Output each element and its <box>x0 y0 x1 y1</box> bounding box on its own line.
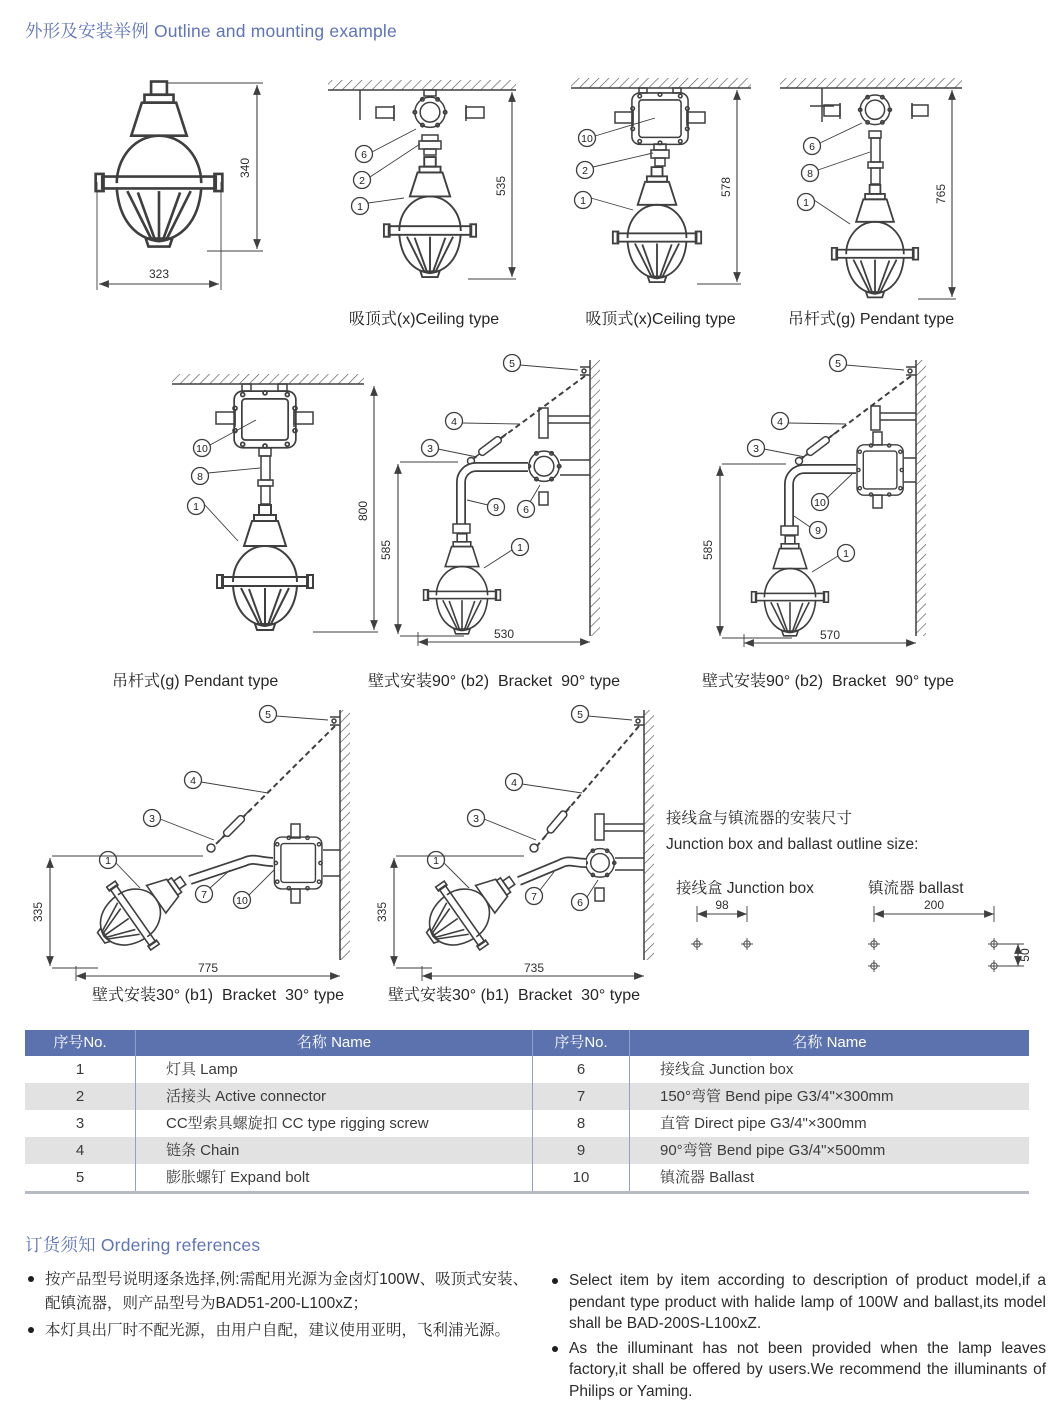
ballast-box <box>631 93 689 145</box>
svg-text:2: 2 <box>582 165 588 177</box>
figure-bracket-30-2 <box>374 698 676 983</box>
callout-marker <box>144 810 161 827</box>
rigging-screw <box>217 809 252 844</box>
ceiling-hatch <box>328 80 516 90</box>
junction-box <box>584 849 616 878</box>
direct-pipe <box>871 138 880 162</box>
part-number: 9 <box>532 1137 629 1164</box>
svg-text:6: 6 <box>577 897 583 909</box>
callout-marker <box>506 774 523 791</box>
caption-bracket-30-1: 壁式安装30° (b1) Bracket 30° type <box>92 987 345 1004</box>
callout-marker <box>234 892 251 909</box>
svg-text:7: 7 <box>201 889 207 901</box>
table-row <box>25 1137 1029 1164</box>
svg-text:3: 3 <box>473 813 479 825</box>
caption-bracket-30-2: 壁式安装30° (b1) Bracket 30° type <box>388 987 641 1004</box>
caption-ceiling-type-1: 吸顶式(x)Ceiling type <box>348 311 500 328</box>
expand-bolt <box>908 369 912 373</box>
callout-marker <box>518 501 535 518</box>
lamp-drawing <box>424 534 501 634</box>
svg-text:10: 10 <box>196 443 208 455</box>
callout-marker <box>185 772 202 789</box>
svg-text:2: 2 <box>359 175 365 187</box>
wall-hatch <box>644 710 654 960</box>
mounting-hole <box>868 938 1000 972</box>
dimension-label: 535 <box>494 175 508 197</box>
bullet-icon <box>28 1276 34 1282</box>
callout-marker <box>798 194 815 211</box>
callout-marker <box>188 498 205 515</box>
callout-marker <box>354 172 371 189</box>
list-item: 按产品型号说明逐条选择,例:需配用光源为金卤灯100W、吸顶式安装、配镇流器，则产品型号为BAD51-200-L100xZ； <box>28 1268 536 1316</box>
svg-text:6: 6 <box>361 149 367 161</box>
svg-text:1: 1 <box>517 542 523 554</box>
table-row <box>25 1110 1029 1137</box>
svg-text:1: 1 <box>843 548 849 560</box>
dimension-label: 585 <box>379 539 393 561</box>
callout-marker <box>260 706 277 723</box>
expand-bolt <box>332 719 336 723</box>
callout-marker <box>572 706 589 723</box>
outline-size-title-en: Junction box and ballast outline size: <box>666 836 919 853</box>
bullet-icon <box>552 1278 558 1284</box>
rigging-screw <box>541 804 573 841</box>
svg-text:1: 1 <box>580 195 586 207</box>
part-number: 4 <box>75 1142 85 1159</box>
wall-hatch <box>916 360 926 636</box>
ordering-list-en <box>552 1270 1046 1405</box>
dimension-label: 335 <box>31 901 45 923</box>
dimension-label: 735 <box>523 961 545 975</box>
ceiling-hatch <box>780 78 962 88</box>
svg-text:8: 8 <box>807 168 813 180</box>
caption-pendant-type-1: 吊杆式(g) Pendant type <box>787 311 955 328</box>
list-item: As the illuminant has not been provided when the lamp leaves factory,it shall be offered by users.We recommend the illuminants of Philips or Yaming. <box>552 1338 1046 1403</box>
lamp-drawing <box>613 167 701 282</box>
figure-bracket-30-1 <box>28 698 376 983</box>
expand-bolt <box>582 369 586 373</box>
bullet-icon <box>552 1346 558 1352</box>
active-connector <box>651 150 669 158</box>
caption-ceiling-type-2: 吸顶式(x)Ceiling type <box>585 311 736 328</box>
ballast-box <box>233 391 297 448</box>
ordering-list-zh <box>28 1268 536 1346</box>
callout-marker <box>812 494 829 511</box>
part-number: 10 <box>532 1164 629 1191</box>
dimension-label: 340 <box>238 157 252 179</box>
callout-marker <box>526 888 543 905</box>
junction-box-label: 接线盒 Junction box <box>676 880 814 897</box>
figure-pendant-type-2 <box>138 356 390 664</box>
callout-marker <box>810 522 827 539</box>
column-header: 序号No. <box>53 1034 107 1051</box>
direct-pipe <box>261 456 270 480</box>
active-connector <box>419 141 441 149</box>
dimension-label: 765 <box>934 183 948 205</box>
mounting-hole <box>691 938 753 950</box>
svg-text:6: 6 <box>809 141 815 153</box>
dimension-label: 530 <box>493 627 515 641</box>
junction-box-hole-diagram <box>672 898 792 960</box>
ballast-label: 镇流器 ballast <box>868 880 964 897</box>
callout-marker <box>196 886 213 903</box>
figure-ceiling-type-2 <box>563 74 758 306</box>
callout-marker <box>575 192 592 209</box>
figure-ceiling-type-1 <box>318 74 530 306</box>
caption-bracket-90-1: 壁式安装90° (b2) Bracket 90° type <box>368 673 621 690</box>
part-name: 链条 Chain <box>135 1137 532 1164</box>
svg-text:4: 4 <box>511 777 517 789</box>
svg-text:10: 10 <box>236 895 248 907</box>
callout-marker <box>579 130 596 147</box>
table-header-row <box>25 1030 1029 1056</box>
column-header: 名称 Name <box>135 1030 532 1056</box>
caption-pendant-type-2: 吊杆式(g) Pendant type <box>112 673 279 690</box>
part-name: 接线盒 Junction box <box>629 1056 1029 1083</box>
svg-text:8: 8 <box>197 471 203 483</box>
svg-text:3: 3 <box>753 443 759 455</box>
svg-text:1: 1 <box>803 197 809 209</box>
part-number: 8 <box>532 1110 629 1137</box>
dimension-label: 578 <box>719 176 733 198</box>
callout-marker <box>772 413 789 430</box>
part-name: 活接头 Active connector <box>135 1083 532 1110</box>
callout-marker <box>802 165 819 182</box>
dimension-label: 50 <box>1018 948 1032 962</box>
svg-text:6: 6 <box>523 504 529 516</box>
svg-text:4: 4 <box>451 416 457 428</box>
ballast-box <box>857 444 904 496</box>
dimension-label: 98 <box>715 898 729 912</box>
svg-text:5: 5 <box>577 709 583 721</box>
callout-marker <box>352 198 369 215</box>
ballast-hole-diagram <box>852 898 1042 976</box>
wall-hatch <box>340 710 350 960</box>
lamp-drawing <box>752 536 829 636</box>
dimension-label: 800 <box>356 500 370 522</box>
svg-text:7: 7 <box>531 891 537 903</box>
outline-size-title-zh: 接线盒与镇流器的安装尺寸 <box>666 810 853 827</box>
junction-box <box>527 451 561 481</box>
dimension-label: 335 <box>375 901 389 923</box>
callout-marker <box>446 413 463 430</box>
bullet-icon <box>28 1327 34 1333</box>
dimension-label: 323 <box>148 267 170 281</box>
callout-marker <box>428 852 445 869</box>
svg-text:1: 1 <box>105 855 111 867</box>
part-number: 5 <box>75 1169 85 1186</box>
caption-bracket-90-2: 壁式安装90° (b2) Bracket 90° type <box>702 673 955 690</box>
page-title: 外形及安装举例 Outline and mounting example <box>25 21 397 41</box>
callout-marker <box>830 355 847 372</box>
figure-pendant-type-1 <box>770 74 972 308</box>
dimension-label: 775 <box>197 961 219 975</box>
ceiling-hatch <box>571 78 751 88</box>
dimension-label: 585 <box>701 539 715 561</box>
part-name: 150°弯管 Bend pipe G3/4"×300mm <box>629 1083 1029 1110</box>
parts-table <box>25 1030 1029 1194</box>
part-name: CC型索具螺旋扣 CC type rigging screw <box>135 1110 532 1137</box>
svg-text:4: 4 <box>777 416 783 428</box>
lamp-drawing <box>96 82 223 247</box>
lamp-drawing <box>217 505 313 630</box>
callout-marker <box>356 146 373 163</box>
svg-text:1: 1 <box>433 855 439 867</box>
part-number: 6 <box>532 1056 629 1083</box>
svg-text:5: 5 <box>509 358 515 370</box>
svg-text:3: 3 <box>149 813 155 825</box>
figure-bracket-90-1 <box>372 350 618 664</box>
part-name: 灯具 Lamp <box>135 1056 532 1083</box>
ordering-title: 订货须知 Ordering references <box>25 1235 261 1255</box>
callout-marker <box>512 539 529 556</box>
svg-text:9: 9 <box>493 502 499 514</box>
callout-marker <box>838 545 855 562</box>
part-number: 2 <box>75 1088 85 1105</box>
dimension-label: 200 <box>923 898 945 912</box>
part-name: 膨胀螺钉 Expand bolt <box>135 1164 532 1191</box>
svg-text:10: 10 <box>581 133 593 145</box>
lamp-drawing <box>408 849 534 969</box>
svg-text:3: 3 <box>427 443 433 455</box>
ceiling-hatch <box>172 374 364 384</box>
callout-marker <box>192 468 209 485</box>
callout-marker <box>488 499 505 516</box>
ballast-box <box>274 836 322 890</box>
table-row <box>25 1056 1029 1083</box>
svg-text:5: 5 <box>265 709 271 721</box>
callout-marker <box>194 440 211 457</box>
callout-marker <box>572 894 589 911</box>
callout-marker <box>100 852 117 869</box>
wall-hatch <box>590 360 600 636</box>
list-item: 本灯具出厂时不配光源，由用户自配，建议使用亚明，飞利浦光源。 <box>28 1319 536 1343</box>
part-number: 3 <box>75 1115 85 1132</box>
callout-marker <box>422 440 439 457</box>
table-row <box>25 1083 1029 1110</box>
list-item: Select item by item according to description of product model,if a pendant type product with halide lamp of 100W and ballast,its model shall be BAD-200S-L100xZ. <box>552 1270 1046 1335</box>
dimension-label: 570 <box>819 628 841 642</box>
part-name: 镇流器 Ballast <box>629 1164 1029 1191</box>
svg-text:10: 10 <box>814 497 826 509</box>
svg-text:9: 9 <box>815 525 821 537</box>
callout-marker <box>504 355 521 372</box>
lamp-drawing <box>79 849 205 969</box>
lamp-drawing <box>384 157 476 277</box>
junction-box <box>413 97 447 127</box>
svg-text:5: 5 <box>835 358 841 370</box>
callout-marker <box>748 440 765 457</box>
callout-marker <box>577 162 594 179</box>
column-header: 名称 Name <box>629 1030 1029 1056</box>
part-number: 1 <box>75 1061 85 1078</box>
callout-marker <box>468 810 485 827</box>
svg-text:1: 1 <box>357 201 363 213</box>
callout-marker <box>804 138 821 155</box>
part-number: 7 <box>532 1083 629 1110</box>
svg-text:1: 1 <box>193 501 199 513</box>
svg-text:4: 4 <box>190 775 196 787</box>
part-name: 直管 Direct pipe G3/4"×300mm <box>629 1110 1029 1137</box>
junction-box <box>858 95 891 125</box>
part-name: 90°弯管 Bend pipe G3/4"×500mm <box>629 1137 1029 1164</box>
column-header: 序号No. <box>532 1030 629 1056</box>
figure-bracket-90-2 <box>694 350 946 664</box>
figure-front-view <box>55 76 290 304</box>
table-row <box>25 1164 1029 1191</box>
lamp-drawing <box>832 185 918 298</box>
expand-bolt <box>636 719 640 723</box>
